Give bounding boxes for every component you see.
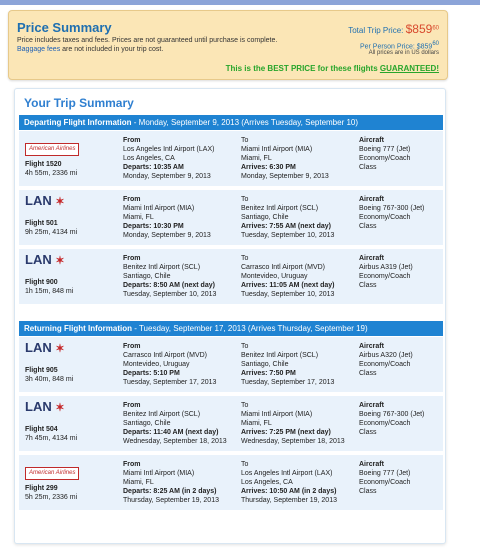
departs-date: Tuesday, September 10, 2013 xyxy=(123,291,217,298)
aircraft-cell xyxy=(359,136,443,172)
departs-time: Departs: 5:10 PM xyxy=(123,370,180,377)
to-city: Miami, FL xyxy=(241,155,272,162)
american-airlines-logo xyxy=(25,461,75,481)
from-label: From xyxy=(123,343,141,350)
departs-time: Departs: 10:35 AM xyxy=(123,164,184,171)
airline-cell xyxy=(25,193,117,237)
to-cell xyxy=(241,342,351,387)
from-airport: Benitez Intl Airport (SCL) xyxy=(123,264,201,271)
departs-date: Monday, September 9, 2013 xyxy=(123,173,211,180)
flight-row xyxy=(19,455,443,512)
to-label: To xyxy=(241,137,249,144)
from-label: From xyxy=(123,196,141,203)
departs-date: Wednesday, September 18, 2013 xyxy=(123,438,227,445)
departing-date: - Monday, September 9, 2013 (Arrives Tuesday, September 10) xyxy=(131,118,359,127)
aircraft-cell xyxy=(359,254,443,290)
flight-number: Flight 299 xyxy=(25,485,58,492)
from-city: Montevideo, Uruguay xyxy=(123,361,190,368)
best-price-text: This is the BEST PRICE for these flights xyxy=(225,64,378,73)
lan-logo xyxy=(25,340,75,363)
to-airport: Carrasco Intl Airport (MVD) xyxy=(241,264,326,271)
flight-number: Flight 900 xyxy=(25,279,58,286)
from-city: Miami, FL xyxy=(123,214,154,221)
flight-number: Flight 905 xyxy=(25,367,58,374)
flight-number: Flight 1520 xyxy=(25,161,62,168)
flight-row xyxy=(19,190,443,247)
american-airlines-logo xyxy=(25,137,75,157)
aircraft-cell xyxy=(359,195,443,231)
aircraft-cell xyxy=(359,342,443,378)
arrives-time: Arrives: 7:50 PM xyxy=(241,370,296,377)
arrives-time: Arrives: 7:25 PM (next day) xyxy=(241,429,331,436)
flight-number: Flight 504 xyxy=(25,426,58,433)
flight-duration: 5h 25m, 2336 mi xyxy=(25,494,78,501)
total-cents: 60 xyxy=(432,25,439,32)
departs-time: Departs: 8:25 AM (in 2 days) xyxy=(123,488,217,495)
flight-duration: 9h 25m, 4134 mi xyxy=(25,229,78,236)
returning-header xyxy=(19,321,443,336)
flight-number: Flight 501 xyxy=(25,220,58,227)
cabin-class: Economy/Coach xyxy=(359,420,411,427)
to-cell xyxy=(241,195,351,240)
cabin-class: Economy/Coach xyxy=(359,155,411,162)
airline-cell xyxy=(25,340,117,384)
airline-logo-text: LAN xyxy=(25,340,52,355)
departs-date: Monday, September 9, 2013 xyxy=(123,232,211,239)
arrives-time: Arrives: 6:30 PM xyxy=(241,164,296,171)
total-amount: $859 xyxy=(405,22,433,36)
cabin-class: Economy/Coach xyxy=(359,214,411,221)
from-city: Santiago, Chile xyxy=(123,420,171,427)
lan-star-icon: ✶ xyxy=(55,255,65,267)
aircraft-label: Aircraft xyxy=(359,255,384,262)
to-cell xyxy=(241,401,351,446)
class-label: Class xyxy=(359,223,377,230)
aircraft-type: Airbus A320 (Jet) xyxy=(359,352,413,359)
departing-label: Departing Flight Information xyxy=(24,118,132,127)
departing-header xyxy=(19,115,443,130)
aircraft-type: Boeing 777 (Jet) xyxy=(359,146,411,153)
departs-time: Departs: 11:40 AM (next day) xyxy=(123,429,219,436)
from-city: Miami, FL xyxy=(123,479,154,486)
to-airport: Benitez Intl Airport (SCL) xyxy=(241,205,319,212)
per-person-label: Per Person Price: $859 xyxy=(359,43,433,51)
airline-logo-text: American Airlines xyxy=(25,143,79,156)
to-city: Santiago, Chile xyxy=(241,214,289,221)
airline-cell xyxy=(25,399,117,443)
to-label: To xyxy=(241,255,249,262)
arrives-date: Wednesday, September 18, 2013 xyxy=(241,438,345,445)
from-airport: Miami Intl Airport (MIA) xyxy=(123,470,195,477)
airline-cell xyxy=(25,252,117,296)
departs-time: Departs: 10:30 PM xyxy=(123,223,184,230)
aircraft-label: Aircraft xyxy=(359,137,384,144)
per-person-cents: 60 xyxy=(432,41,439,47)
from-label: From xyxy=(123,255,141,262)
arrives-date: Tuesday, September 17, 2013 xyxy=(241,379,335,386)
from-label: From xyxy=(123,137,141,144)
arrives-time: Arrives: 10:50 AM (in 2 days) xyxy=(241,488,337,495)
from-cell xyxy=(123,342,233,387)
class-label: Class xyxy=(359,282,377,289)
aircraft-label: Aircraft xyxy=(359,461,384,468)
from-cell xyxy=(123,401,233,446)
flight-duration: 4h 55m, 2336 mi xyxy=(25,170,78,177)
returning-label: Returning Flight Information xyxy=(24,324,132,333)
airline-cell xyxy=(25,461,117,502)
from-cell xyxy=(123,254,233,299)
class-label: Class xyxy=(359,429,377,436)
total-label: Total Trip Price: xyxy=(348,26,404,35)
to-label: To xyxy=(241,343,249,350)
guaranteed-link[interactable]: GUARANTEED! xyxy=(379,64,439,73)
flight-duration: 7h 45m, 4134 mi xyxy=(25,435,78,442)
from-cell xyxy=(123,195,233,240)
flight-duration: 3h 40m, 848 mi xyxy=(25,376,74,383)
to-label: To xyxy=(241,461,249,468)
airline-logo-text: LAN xyxy=(25,193,52,208)
price-summary-panel xyxy=(8,10,448,80)
departs-date: Tuesday, September 17, 2013 xyxy=(123,379,217,386)
airline-logo-text: LAN xyxy=(25,399,52,414)
arrives-date: Tuesday, September 10, 2013 xyxy=(241,232,335,239)
baggage-note xyxy=(17,46,163,53)
to-city: Los Angeles, CA xyxy=(241,479,293,486)
total-trip-price xyxy=(348,22,439,36)
lan-star-icon: ✶ xyxy=(55,196,65,208)
to-airport: Miami Intl Airport (MIA) xyxy=(241,411,313,418)
best-price-banner xyxy=(226,64,439,73)
flight-duration: 1h 15m, 848 mi xyxy=(25,288,74,295)
from-cell xyxy=(123,136,233,181)
aircraft-cell xyxy=(359,460,443,496)
class-label: Class xyxy=(359,164,377,171)
to-city: Montevideo, Uruguay xyxy=(241,273,308,280)
usd-note: All prices are in US dollars xyxy=(368,50,439,56)
baggage-fees-link[interactable]: Baggage fees xyxy=(17,46,61,53)
to-label: To xyxy=(241,402,249,409)
lan-logo xyxy=(25,399,75,422)
trip-summary-title: Your Trip Summary xyxy=(24,96,134,110)
from-airport: Carrasco Intl Airport (MVD) xyxy=(123,352,208,359)
to-airport: Los Angeles Intl Airport (LAX) xyxy=(241,470,333,477)
to-city: Miami, FL xyxy=(241,420,272,427)
class-label: Class xyxy=(359,370,377,377)
lan-star-icon: ✶ xyxy=(55,402,65,414)
aircraft-type: Boeing 777 (Jet) xyxy=(359,470,411,477)
to-label: To xyxy=(241,196,249,203)
airline-logo-text: LAN xyxy=(25,252,52,267)
arrives-time: Arrives: 7:55 AM (next day) xyxy=(241,223,331,230)
baggage-note-text: are not included in your trip cost. xyxy=(60,46,164,53)
lan-star-icon: ✶ xyxy=(55,343,65,355)
returning-date: - Tuesday, September 17, 2013 (Arrives Thursday, September 19) xyxy=(131,324,368,333)
aircraft-label: Aircraft xyxy=(359,343,384,350)
arrives-date: Monday, September 9, 2013 xyxy=(241,173,329,180)
top-bar xyxy=(0,0,480,5)
to-airport: Benitez Intl Airport (SCL) xyxy=(241,352,319,359)
arrives-date: Tuesday, September 10, 2013 xyxy=(241,291,335,298)
taxes-note: Price includes taxes and fees. Prices are not guaranteed until purchase is complete. xyxy=(17,37,278,44)
aircraft-type: Boeing 767-300 (Jet) xyxy=(359,205,425,212)
aircraft-label: Aircraft xyxy=(359,402,384,409)
trip-summary-panel xyxy=(14,88,446,544)
per-person-price xyxy=(360,41,439,50)
to-airport: Miami Intl Airport (MIA) xyxy=(241,146,313,153)
from-city: Los Angeles, CA xyxy=(123,155,175,162)
from-airport: Benitez Intl Airport (SCL) xyxy=(123,411,201,418)
lan-logo xyxy=(25,193,75,216)
to-city: Santiago, Chile xyxy=(241,361,289,368)
flight-row xyxy=(19,396,443,453)
flight-row xyxy=(19,337,443,394)
from-label: From xyxy=(123,461,141,468)
arrives-time: Arrives: 11:05 AM (next day) xyxy=(241,282,335,289)
flight-row xyxy=(19,131,443,188)
departs-time: Departs: 8:50 AM (next day) xyxy=(123,282,215,289)
airline-cell xyxy=(25,137,117,178)
lan-logo xyxy=(25,252,75,275)
from-city: Santiago, Chile xyxy=(123,273,171,280)
cabin-class: Economy/Coach xyxy=(359,273,411,280)
aircraft-type: Boeing 767-300 (Jet) xyxy=(359,411,425,418)
to-cell xyxy=(241,460,351,505)
aircraft-type: Airbus A319 (Jet) xyxy=(359,264,413,271)
cabin-class: Economy/Coach xyxy=(359,479,411,486)
aircraft-label: Aircraft xyxy=(359,196,384,203)
flight-row xyxy=(19,249,443,306)
from-label: From xyxy=(123,402,141,409)
price-summary-title: Price Summary xyxy=(17,20,112,35)
to-cell xyxy=(241,136,351,181)
from-airport: Los Angeles Intl Airport (LAX) xyxy=(123,146,215,153)
from-airport: Miami Intl Airport (MIA) xyxy=(123,205,195,212)
arrives-date: Thursday, September 19, 2013 xyxy=(241,497,337,504)
airline-logo-text: American Airlines xyxy=(25,467,79,480)
to-cell xyxy=(241,254,351,299)
from-cell xyxy=(123,460,233,505)
cabin-class: Economy/Coach xyxy=(359,361,411,368)
aircraft-cell xyxy=(359,401,443,437)
departs-date: Thursday, September 19, 2013 xyxy=(123,497,219,504)
class-label: Class xyxy=(359,488,377,495)
